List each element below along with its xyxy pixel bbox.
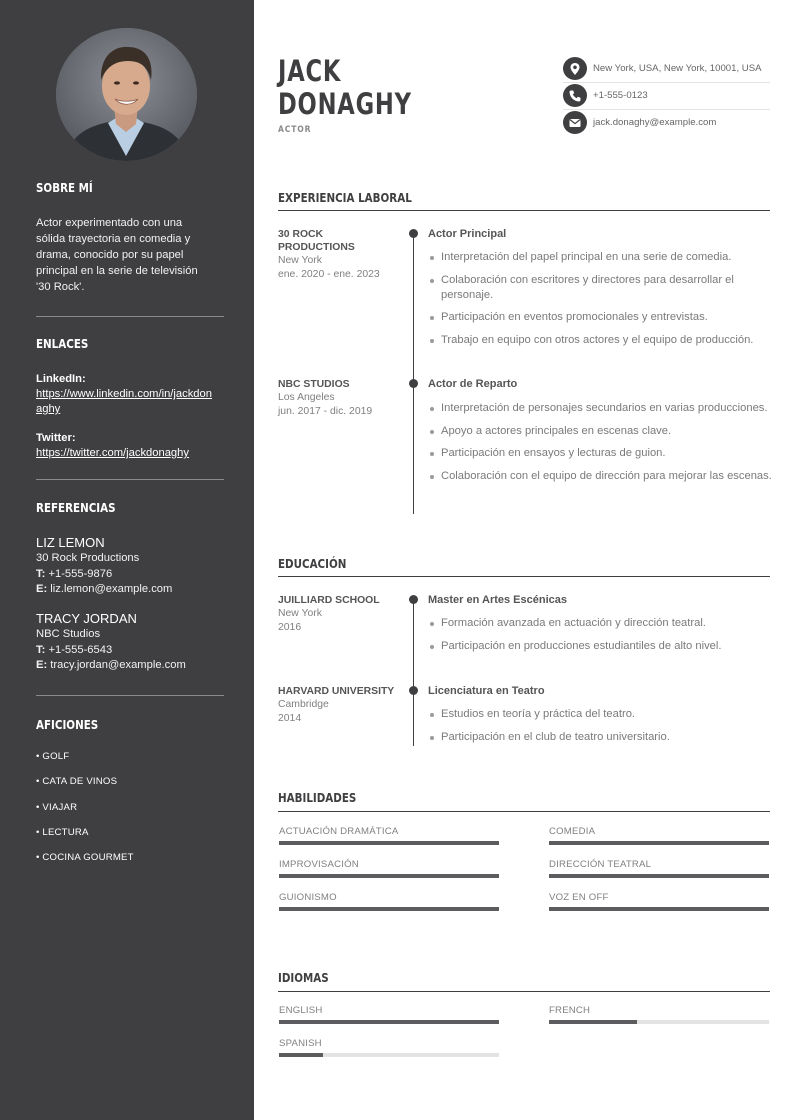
skill-label: ACTUACIÓN DRAMÁTICA: [279, 826, 399, 837]
sidebar-divider: [36, 479, 224, 480]
bullet-item: Formación avanzada en actuación y dirección teatral.: [428, 616, 773, 631]
reference-name: LIZ LEMON: [36, 535, 105, 550]
bullet-item: Participación en ensayos y lecturas de guion.: [428, 446, 773, 461]
org-dates: 2014: [278, 712, 302, 724]
org-name: HARVARD UNIVERSITY: [278, 686, 395, 697]
skill-bar-fill: [279, 841, 499, 845]
bullet-item: Colaboración con escritores y directores para desarrollar el personaje.: [428, 273, 773, 303]
skill-item: [279, 892, 500, 911]
hobby-item: • GOLF: [36, 751, 70, 762]
skill-bar-fill: [279, 874, 499, 878]
reference-company: 30 Rock Productions: [36, 552, 140, 564]
experience-title: Actor Principal: [428, 228, 507, 240]
reference-company: NBC Studios: [36, 628, 101, 640]
reference-name: TRACY JORDAN: [36, 611, 137, 626]
experience-bullets: [428, 401, 773, 491]
org-location: New York: [278, 608, 322, 619]
org-name: 30 ROCK PRODUCTIONS: [278, 229, 355, 253]
education-bullets: [428, 616, 773, 661]
org-name: JUILLIARD SCHOOL: [278, 595, 380, 606]
link-item-linkedin: [36, 371, 214, 417]
skill-bar: [279, 874, 499, 878]
section-rule: [278, 811, 770, 812]
language-item: [279, 1005, 500, 1024]
links-heading: ENLACES: [36, 337, 89, 351]
hobbies-heading: AFICIONES: [36, 718, 99, 732]
hobby-item: • VIAJAR: [36, 802, 78, 813]
language-bar-fill: [549, 1020, 637, 1024]
experience-title: Actor de Reparto: [428, 378, 518, 390]
skill-bar-fill: [549, 874, 769, 878]
hobby-item: • CATA DE VINOS: [36, 776, 118, 787]
reference-phone: [36, 643, 214, 659]
language-label: ENGLISH: [279, 1005, 323, 1016]
hobby-item: • COCINA GOURMET: [36, 852, 134, 863]
education-bullets: [428, 707, 773, 752]
skill-item: [279, 826, 500, 845]
experience-org: [278, 228, 398, 281]
phone-value: +1-555-6543: [48, 643, 113, 656]
language-label: FRENCH: [549, 1005, 591, 1016]
skill-bar: [279, 841, 499, 845]
org-location: Los Angeles: [278, 392, 335, 403]
skill-item: [549, 859, 770, 878]
skill-item: [279, 859, 500, 878]
linkedin-link[interactable]: https://www.linkedin.com/in/jackdonaghy: [36, 388, 212, 415]
skill-item: [549, 892, 770, 911]
contact-address: [563, 57, 770, 83]
phone-label: T:: [36, 567, 46, 580]
last-name: DONAGHY: [278, 87, 412, 121]
skill-bar: [549, 907, 769, 911]
education-title: Licenciatura en Teatro: [428, 685, 545, 697]
references-heading: REFERENCIAS: [36, 501, 116, 515]
org-dates: jun. 2017 - dic. 2019: [278, 405, 373, 417]
language-bar-fill: [279, 1020, 499, 1024]
bullet-item: Colaboración con el equipo de dirección para mejorar las escenas.: [428, 469, 773, 484]
email-label: E:: [36, 659, 48, 671]
language-item: [279, 1038, 500, 1057]
languages-heading: IDIOMAS: [278, 971, 329, 985]
language-bar: [279, 1053, 499, 1057]
education-org: [278, 685, 398, 725]
sidebar-divider: [36, 316, 224, 317]
language-label: SPANISH: [279, 1038, 322, 1049]
experience-bullets: [428, 250, 773, 355]
location-pin-icon: [563, 57, 587, 80]
org-name: NBC STUDIOS: [278, 379, 350, 390]
contact-email: [563, 111, 770, 137]
about-text: Actor experimentado con una sólida trayectoria en comedia y drama, conocido por su papel principal en la serie de televisión '30 Rock'.: [36, 217, 198, 293]
sidebar: [0, 0, 254, 1120]
education-org: [278, 594, 398, 634]
reference-item: [36, 610, 214, 674]
timeline-line: [413, 599, 414, 746]
timeline-dot: [409, 229, 418, 238]
phone-icon: [563, 84, 587, 107]
language-bar: [549, 1020, 769, 1024]
address-text: New York, USA, New York, 10001, USA: [593, 63, 762, 74]
contact-phone: [563, 84, 770, 110]
section-rule: [278, 576, 770, 577]
language-bar: [279, 1020, 499, 1024]
skill-label: VOZ EN OFF: [549, 892, 609, 903]
bullet-item: Interpretación de personajes secundarios en varias producciones.: [428, 401, 773, 416]
reference-email: [36, 658, 214, 674]
skill-label: GUIONISMO: [279, 892, 337, 903]
skill-item: [549, 826, 770, 845]
link-label: LinkedIn:: [36, 373, 86, 385]
email-text: jack.donaghy@example.com: [593, 117, 717, 128]
section-rule: [278, 991, 770, 992]
language-item: [549, 1005, 770, 1024]
bullet-item: Participación en el club de teatro universitario.: [428, 730, 773, 745]
bullet-item: Participación en producciones estudiantiles de alto nivel.: [428, 639, 773, 654]
skill-label: COMEDIA: [549, 826, 596, 837]
education-heading: EDUCACIÓN: [278, 557, 347, 571]
reference-email: [36, 582, 214, 598]
skills-heading: HABILIDADES: [278, 791, 357, 805]
skill-bar: [549, 874, 769, 878]
experience-heading: EXPERIENCIA LABORAL: [278, 191, 412, 205]
skill-label: IMPROVISACIÓN: [279, 859, 359, 870]
mail-icon: [563, 111, 587, 134]
bullet-item: Interpretación del papel principal en una serie de comedia.: [428, 250, 773, 265]
bullet-item: Apoyo a actores principales en escenas clave.: [428, 424, 773, 439]
phone-text: +1-555-0123: [593, 90, 648, 101]
skill-bar: [279, 907, 499, 911]
phone-value: +1-555-9876: [48, 567, 113, 580]
skill-bar-fill: [549, 907, 769, 911]
hobby-item: • LECTURA: [36, 827, 89, 838]
bullet-item: Estudios en teoría y práctica del teatro.: [428, 707, 773, 722]
about-heading: SOBRE MÍ: [36, 181, 93, 195]
org-location: Cambridge: [278, 699, 329, 710]
link-label: Twitter:: [36, 432, 76, 444]
email-value: liz.lemon@example.com: [50, 583, 173, 595]
skill-bar-fill: [279, 907, 499, 911]
phone-label: T:: [36, 643, 46, 656]
timeline-line: [413, 233, 414, 514]
timeline-dot: [409, 686, 418, 695]
bullet-item: Participación en eventos promocionales y entrevistas.: [428, 310, 773, 325]
twitter-link[interactable]: https://twitter.com/jackdonaghy: [36, 447, 189, 459]
language-bar-fill: [279, 1053, 323, 1057]
timeline-dot: [409, 595, 418, 604]
skill-bar: [549, 841, 769, 845]
section-rule: [278, 210, 770, 211]
timeline-dot: [409, 379, 418, 388]
experience-org: [278, 378, 398, 418]
sidebar-divider: [36, 695, 224, 696]
org-dates: 2016: [278, 621, 302, 633]
reference-phone: [36, 567, 214, 583]
email-label: E:: [36, 583, 48, 595]
link-item-twitter: [36, 430, 214, 461]
first-name: JACK: [278, 54, 342, 88]
org-dates: ene. 2020 - ene. 2023: [278, 268, 380, 280]
reference-item: [36, 534, 214, 598]
education-title: Master en Artes Escénicas: [428, 594, 567, 606]
profile-photo: [56, 28, 197, 161]
org-location: New York: [278, 255, 322, 266]
email-value: tracy.jordan@example.com: [50, 659, 186, 671]
skill-bar-fill: [549, 841, 769, 845]
job-role: ACTOR: [278, 125, 312, 135]
skill-label: DIRECCIÓN TEATRAL: [549, 859, 652, 870]
bullet-item: Trabajo en equipo con otros actores y el equipo de producción.: [428, 333, 773, 348]
